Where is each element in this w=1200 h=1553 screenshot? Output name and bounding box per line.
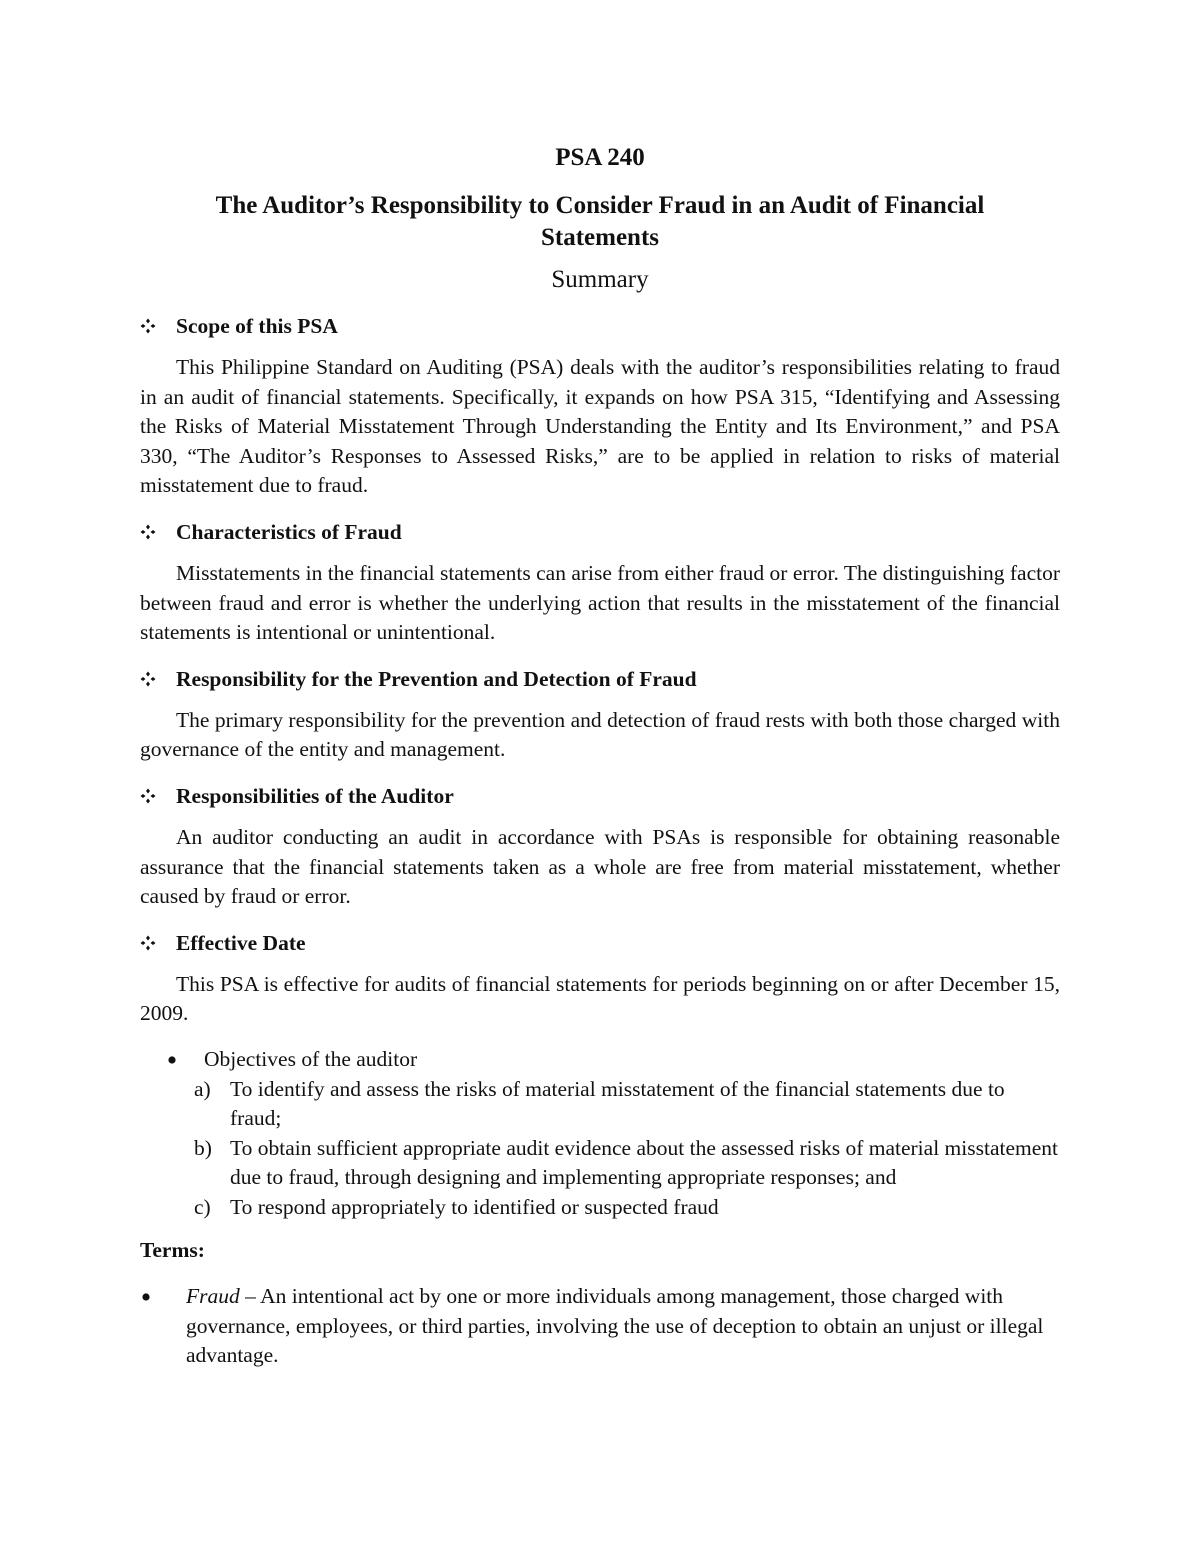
term-definition: – An intentional act by one or more individuals among management, those charged with governance, employees, or third parties, involving the use of deception to obtain an unjust or illegal advantage.: [186, 1284, 1044, 1368]
objectives-sub-list: [194, 1075, 1060, 1223]
list-item-text: To obtain sufficient appropriate audit evidence about the assessed risks of material misstatement due to fraud, through designing and implementing appropriate responses; and: [230, 1135, 1058, 1190]
list-item: [194, 1193, 1060, 1223]
term-name: Fraud: [186, 1284, 240, 1309]
round-bullet-icon: [168, 1045, 204, 1075]
objectives-list: [140, 1045, 1060, 1223]
section-heading-characteristics: [140, 517, 1060, 547]
document-title: The Auditor’s Responsibility to Consider Fraud in an Audit of Financial Statements: [215, 192, 985, 251]
terms-heading: Terms:: [140, 1238, 205, 1263]
section-heading-text: Characteristics of Fraud: [176, 519, 402, 544]
section-heading-text: Scope of this PSA: [176, 314, 338, 338]
list-item-marker: b): [194, 1135, 212, 1160]
section-heading-effective-date: [140, 928, 1060, 958]
list-item-text: To respond appropriately to identified or suspected fraud: [230, 1194, 719, 1219]
list-item-text: To identify and assess the risks of material misstatement of the financial statements due to fraud;: [230, 1076, 1005, 1131]
section-body: This Philippine Standard on Auditing (PSA) deals with the auditor’s responsibilities relating to fraud in an audit of financial statements. Specifically, it expands on how PSA 315, “Identifying and Assessing the Risks of Material Misstatement Through Understanding the Entity and Its Environment,” and PSA 330, “The Auditor’s Responses to Assessed Risks,” are to be applied in relation to risks of material misstatement due to fraud.: [140, 355, 1060, 498]
section-prevention: [140, 664, 1060, 765]
term-text: [186, 1282, 1060, 1371]
section-heading-prevention: [140, 664, 1060, 694]
list-item: [194, 1134, 1060, 1193]
four-diamond-bullet-icon: [140, 318, 176, 334]
section-heading-scope: [140, 311, 1060, 341]
section-effective-date: [140, 928, 1060, 1029]
objectives-bullet: [140, 1045, 1060, 1075]
four-diamond-bullet-icon: [140, 935, 176, 951]
list-item-marker: c): [194, 1194, 211, 1219]
section-heading-auditor: [140, 781, 1060, 811]
four-diamond-bullet-icon: [140, 524, 176, 540]
section-characteristics: [140, 517, 1060, 648]
section-heading-text: Responsibilities of the Auditor: [176, 783, 454, 808]
four-diamond-bullet-icon: [140, 788, 176, 804]
section-body: Misstatements in the financial statements can arise from either fraud or error. The distinguishing factor between fraud and error is whether the underlying action that results in the misstatement of the financial statements is intentional or unintentional.: [140, 560, 1060, 645]
section-heading-text: Responsibility for the Prevention and Detection of Fraud: [176, 666, 697, 691]
section-heading-text: Effective Date: [176, 930, 306, 955]
document-subtitle: Summary: [551, 266, 649, 293]
section-body: An auditor conducting an audit in accordance with PSAs is responsible for obtaining reasonable assurance that the financial statements taken as a whole are free from material misstatement, whether caused by fraud or error.: [140, 824, 1060, 909]
document-code: PSA 240: [555, 144, 645, 171]
term-item: [140, 1282, 1060, 1371]
section-auditor-responsibilities: [140, 781, 1060, 912]
section-scope: [140, 311, 1060, 501]
objectives-label: Objectives of the auditor: [204, 1046, 418, 1071]
list-item: [194, 1075, 1060, 1134]
section-body: The primary responsibility for the prevention and detection of fraud rests with both those charged with governance of the entity and management.: [140, 707, 1060, 762]
list-item-marker: a): [194, 1076, 211, 1101]
round-bullet-icon: [142, 1282, 164, 1312]
page-content: [140, 140, 1060, 1371]
section-body: This PSA is effective for audits of financial statements for periods beginning on or after December 15, 2009.: [140, 971, 1060, 1026]
four-diamond-bullet-icon: [140, 671, 176, 687]
